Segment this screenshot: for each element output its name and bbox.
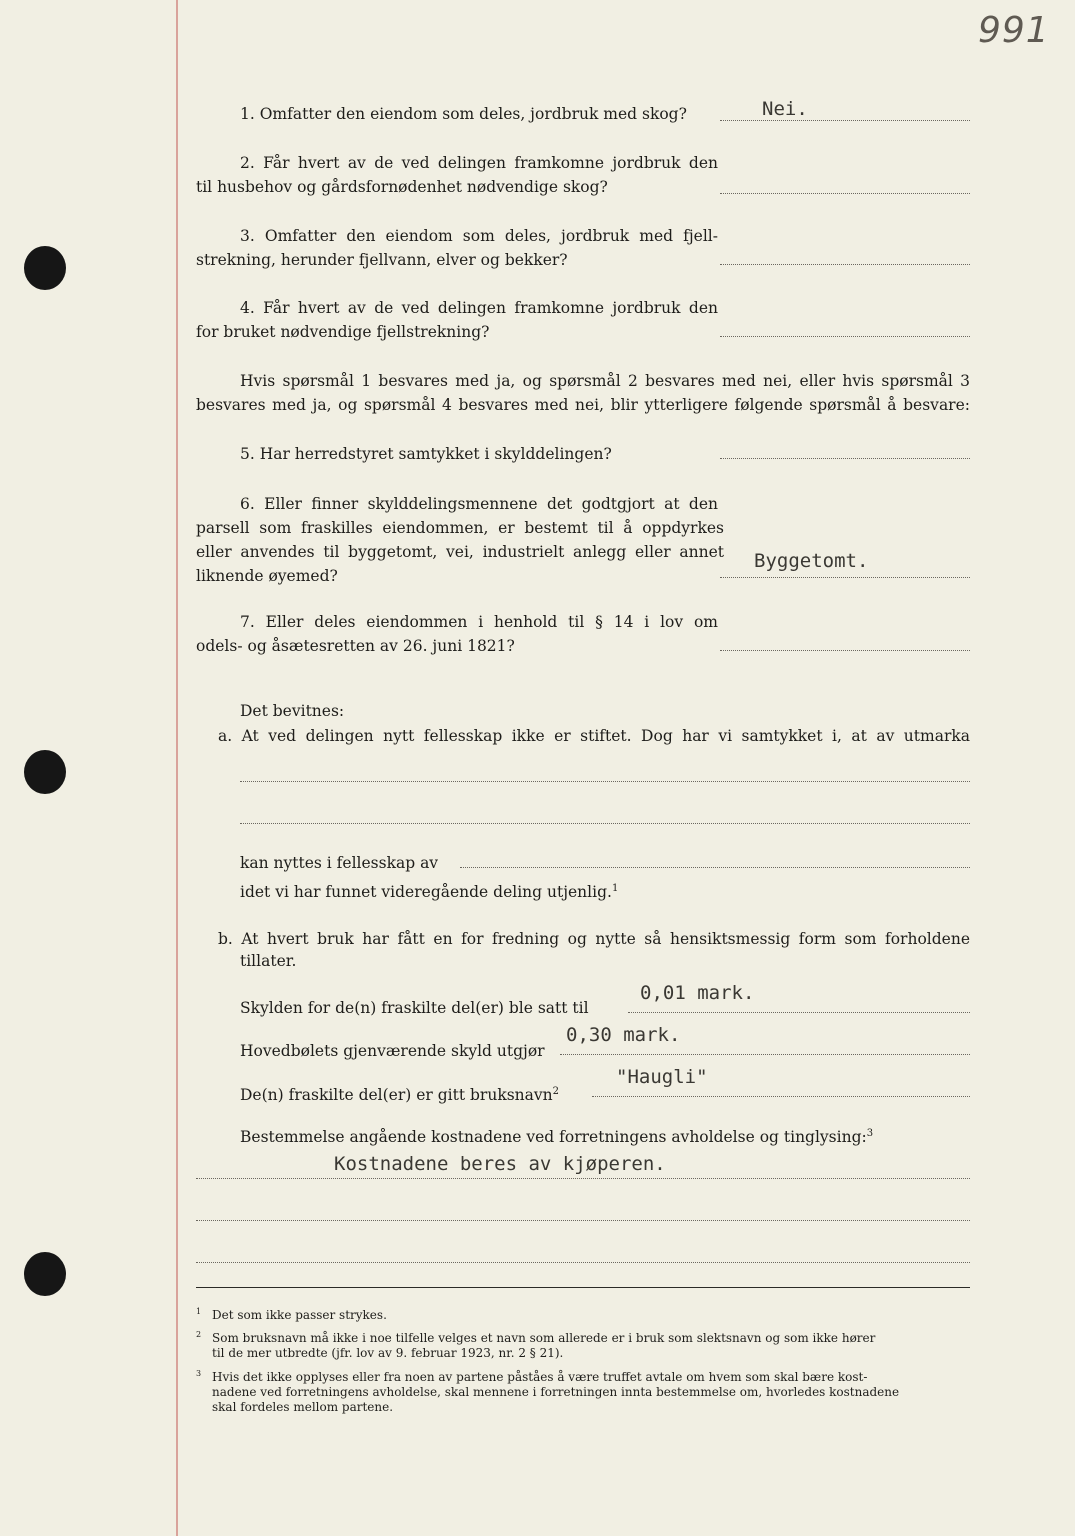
kost-line-3 [196,1262,970,1263]
question-3-line-2: strekning, herunder fjellvann, elver og bekker? [196,251,568,269]
attest-b-line-1: b. At hvert bruk har fått en for fredning og nytte så hensiktsmessig form som forholdene [218,930,970,948]
question-7-line-1: 7. Eller deles eiendommen i henhold til § 14 i lov om [240,613,718,631]
answer-line-7 [720,650,970,651]
footnote-divider [196,1287,970,1288]
question-2-line-1: 2. Får hvert av de ved delingen framkomne jordbruk den [240,154,718,172]
attest-a-shared-line [460,867,970,868]
hoved-line [560,1054,970,1055]
question-4-line-1: 4. Får hvert av de ved delingen framkomne jordbruk den [240,299,718,317]
attest-heading: Det bevitnes: [240,702,345,720]
question-6-line-3: eller anvendes til byggetomt, vei, industrielt anlegg eller annet [196,543,724,561]
footnote-2-text-cont: til de mer utbredte (jfr. lov av 9. februar 1923, nr. 2 § 21). [212,1346,564,1360]
bruksnavn-label [240,1080,559,1107]
footnote-3-text-cont: nadene ved forretningens avholdelse, skal mennene i forretningen innta bestemmelse om, hvorledes kostnadene [212,1385,900,1399]
kost-label-text: Bestemmelse angående kostnadene ved forretningens avholdelse og tinglysing: [240,1128,867,1147]
attest-a-line: a. At ved delingen nytt fellesskap ikke er stiftet. Dog har vi samtykket i, at av utmarka [218,727,970,745]
conditional-line-2: besvares med ja, og spørsmål 4 besvares med nei, blir ytterligere følgende spørsmål å besvare: [196,396,970,414]
question-7-line-2: odels- og åsætesretten av 26. juni 1821? [196,637,515,655]
footnote-ref-2: 2 [552,1086,560,1097]
hoved-label: Hovedbølets gjenværende skyld utgjør [240,1042,545,1060]
attest-a-dotted-2 [240,823,970,824]
skyld-label: Skylden for de(n) fraskilte del(er) ble satt til [240,999,589,1017]
question-1-text: 1. Omfatter den eiendom som deles, jordbruk med skog? [240,105,687,123]
footnote-3-text-cont2: skal fordeles mellom partene. [212,1400,394,1414]
footnote-1 [196,1304,970,1323]
kost-label [240,1122,873,1149]
binder-hole [24,750,66,794]
answer-line-6 [720,577,970,578]
bruksnavn-value: "Haugli" [616,1066,708,1088]
bruksnavn-line [592,1096,970,1097]
footnote-2 [196,1327,970,1361]
answer-line-4 [720,336,970,337]
attest-a-reason [240,877,618,904]
footnote-2-text: Som bruksnavn må ikke i noe tilfelle velges et navn som allerede er i bruk som slektsnavn og som ikke hører [212,1331,876,1345]
answer-line-1 [720,120,970,121]
conditional-line-1: Hvis spørsmål 1 besvares med ja, og spørsmål 2 besvares med nei, eller hvis spørsmål 3 [240,372,970,390]
answer-1: Nei. [762,98,808,120]
question-3-line-1: 3. Omfatter den eiendom som deles, jordbruk med fjell- [240,227,718,245]
question-4-line-2: for bruket nødvendige fjellstrekning? [196,323,490,341]
kost-line-1 [196,1178,970,1179]
answer-line-5 [720,458,970,459]
hoved-value: 0,30 mark. [566,1024,681,1046]
attest-b-line-2: tillater. [240,952,297,970]
question-6-line-2: parsell som fraskilles eiendommen, er bestemt til å oppdyrkes [196,519,724,537]
binder-hole [24,1252,66,1296]
answer-line-3 [720,264,970,265]
footnote-1-text: Det som ikke passer strykes. [212,1308,387,1322]
footnote-3 [196,1366,970,1415]
attest-a-shared-label: kan nyttes i fellesskap av [240,854,439,872]
question-6-line-4: liknende øyemed? [196,567,338,585]
attest-a-reason-text: idet vi har funnet videregående deling utjenlig. [240,883,612,902]
footnote-1-number: 1 [196,1307,202,1316]
answer-6: Byggetomt. [754,550,869,572]
answer-line-2 [720,193,970,194]
skyld-line [628,1012,970,1013]
attest-a-dotted-1 [240,781,970,782]
binder-hole [24,246,66,290]
footnote-ref-1: 1 [611,883,619,894]
skyld-value: 0,01 mark. [640,982,755,1004]
bruksnavn-label-text: De(n) fraskilte del(er) er gitt bruksnavn [240,1086,553,1105]
question-5: 5. Har herredstyret samtykket i skylddelingen? [240,445,612,463]
margin-line [176,0,178,1536]
footnote-3-text: Hvis det ikke opplyses eller fra noen av partene påståes å være truffet avtale om hvem som skal bære kost- [212,1370,868,1384]
question-6-line-1: 6. Eller finner skylddelingsmennene det godtgjort at den [240,495,718,513]
kost-value: Kostnadene beres av kjøperen. [334,1153,666,1175]
footnote-ref-3: 3 [866,1128,874,1139]
footnote-3-number: 3 [196,1369,202,1378]
question-1 [196,102,724,126]
question-2-line-2: til husbehov og gårdsfornødenhet nødvendige skog? [196,178,608,196]
page-number: 991 [978,10,1050,51]
footnote-2-number: 2 [196,1330,202,1339]
kost-line-2 [196,1220,970,1221]
